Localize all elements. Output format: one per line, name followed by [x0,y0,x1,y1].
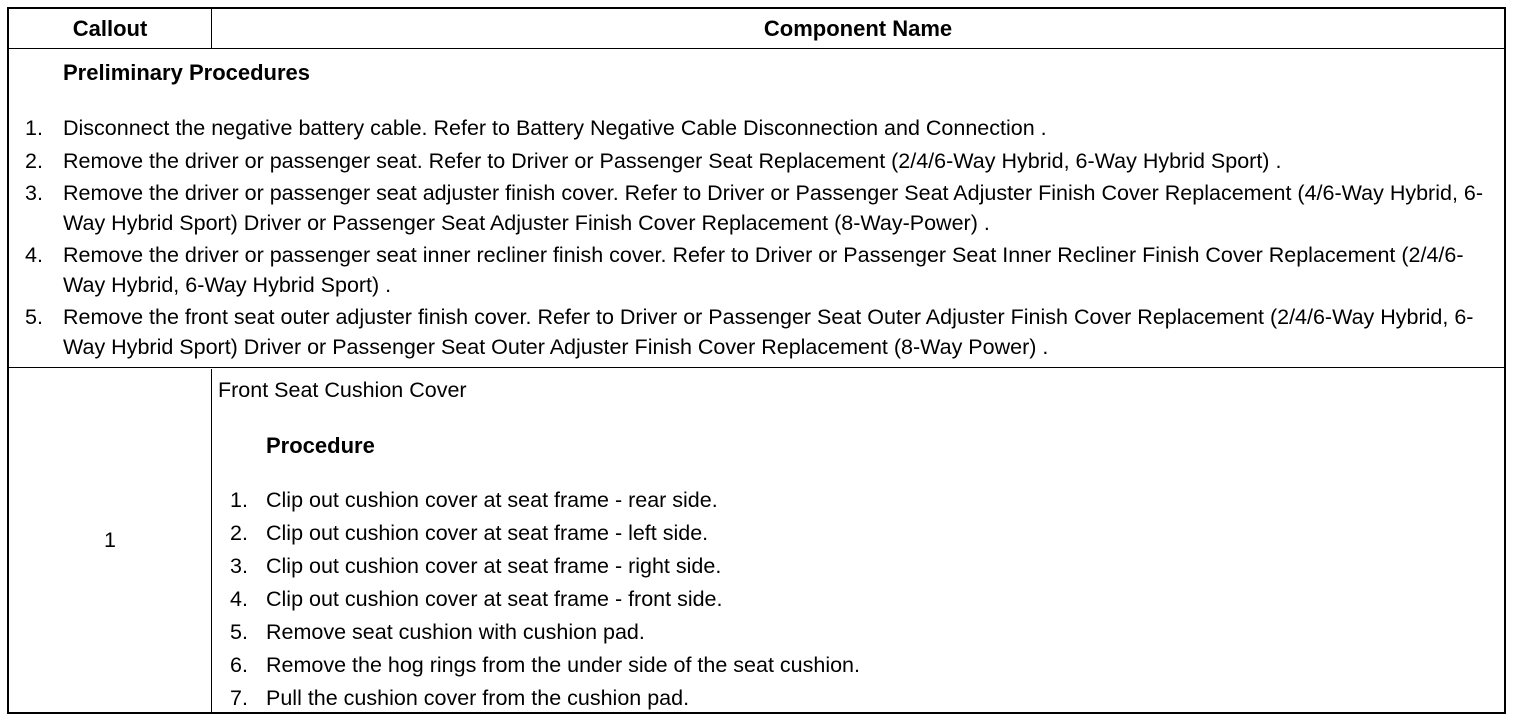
procedure-step [230,684,1496,714]
component-name: Front Seat Cushion Cover [218,378,467,402]
callout-cell: 1 [9,369,212,712]
procedure-step [230,552,1496,582]
step-number: 2. [230,521,248,545]
step-number: 7. [230,686,248,710]
procedure-table [7,7,1506,714]
step-text: Clip out cushion cover at seat frame - front side. [266,587,723,611]
table-header-row [9,9,1504,49]
procedure-step [230,585,1496,615]
preliminary-step [25,147,1496,177]
step-number: 3. [25,181,43,205]
procedure-step [230,486,1496,516]
component-cell [212,369,1504,712]
preliminary-step [25,114,1496,144]
step-text: Clip out cushion cover at seat frame - right side. [266,554,722,578]
step-text: Remove the driver or passenger seat. Refer to Driver or Passenger Seat Replacement (2/4/6-Way Hybrid, 6-Way Hybrid Sport) . [63,148,1282,173]
component-name-column-header: Component Name [763,16,953,41]
preliminary-steps-list [25,114,1496,365]
procedure-step [230,618,1496,648]
procedure-steps-list [230,486,1496,717]
step-text: Clip out cushion cover at seat frame - rear side. [266,488,718,512]
table-row [9,369,1504,712]
step-text: Remove the front seat outer adjuster finish cover. Refer to Driver or Passenger Seat Outer Adjuster Finish Cover Replacement (2/4/6-Way Hybrid, 6-Way Hybrid Sport) Driver or Passenger Seat Outer Adjuster Finish Cover Replacement (8-Way Power) . [63,305,1474,359]
step-number: 5. [230,620,248,644]
procedure-step [230,519,1496,549]
preliminary-step [25,179,1496,238]
step-number: 1. [25,116,43,140]
step-number: 3. [230,554,248,578]
step-number: 6. [230,653,248,677]
preliminary-procedures-title: Preliminary Procedures [63,60,311,85]
callout-column-header: Callout [9,9,212,49]
step-number: 4. [230,587,248,611]
step-number: 4. [25,243,43,267]
preliminary-procedures-row [9,50,1504,368]
procedure-step [230,651,1496,681]
preliminary-step [25,303,1496,362]
step-number: 1. [230,488,248,512]
step-text: Remove the hog rings from the under side of the seat cushion. [266,653,860,677]
procedure-title: Procedure [266,433,375,458]
step-text: Remove the driver or passenger seat inner recliner finish cover. Refer to Driver or Passenger Seat Inner Recliner Finish Cover Replacement (2/4/6-Way Hybrid, 6-Way Hybrid Sport) . [63,243,1464,297]
step-number: 2. [25,148,43,173]
step-text: Clip out cushion cover at seat frame - left side. [266,521,709,545]
step-text: Remove the driver or passenger seat adjuster finish cover. Refer to Driver or Passenger Seat Adjuster Finish Cover Replacement (4/6-Way Hybrid, 6-Way Hybrid Sport) Driver or Passenger Seat Adjuster Finish Cover Replacement (8-Way-Power) . [63,181,1484,235]
step-text: Disconnect the negative battery cable. Refer to Battery Negative Cable Disconnection and Connection . [63,116,1047,140]
step-text: Remove seat cushion with cushion pad. [266,620,645,644]
preliminary-step [25,241,1496,300]
step-number: 5. [25,305,43,329]
step-text: Pull the cushion cover from the cushion pad. [266,686,690,710]
